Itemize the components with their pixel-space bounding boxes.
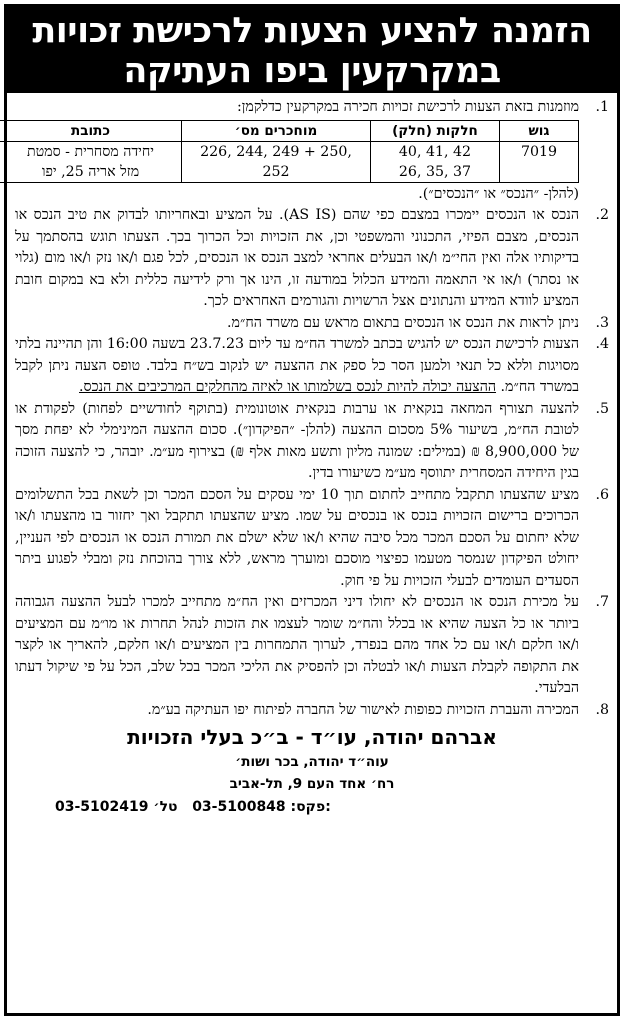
leased-line-2: 252 [262, 163, 290, 180]
parcels-line-1: 40, 41, 42 [398, 143, 472, 160]
cell-parcels [371, 141, 500, 182]
notice-page [4, 4, 620, 1016]
table-header-row [0, 120, 579, 141]
clause-number: 1. [595, 99, 609, 115]
clause-number: 6. [595, 486, 609, 503]
header-parcels: חלקות (חלק) [371, 120, 500, 141]
clause-text [15, 334, 579, 399]
address-line-2: מזל אריה 25, יפו [41, 163, 140, 180]
clause-1 [15, 97, 609, 205]
clause-text: מוזמנות בזאת הצעות לרכישת זכויות חכירה במקרקעין כדלקמן: [237, 99, 579, 115]
notice-body [7, 93, 617, 819]
law-office: עוה״ד יהודה, בכר ושות׳ [235, 754, 389, 770]
header-gush: גוש [500, 120, 579, 141]
clause-8 [15, 700, 609, 722]
clause-number: 2. [595, 207, 609, 223]
table-note: (להלן- ״הנכס״ או ״הנכסים״). [418, 185, 579, 202]
clause-text: להצעה תצורף המחאה בנקאית או ערבות בנקאית אוטונומית (בתוקף לחודשיים לפחות) לפקודת או לטובת הח״מ, בשיעור 5% מסכום ההצעה (להלן- ״הפיקדון״). סכום ההצעה המינימלי לא יפחת מסך של 8,900,000 ₪ (במילים: שמונה מליון ותשע מאות אלף ₪) בצירוף מע״מ. יובהר, כי להצעה הזוכה בגין היחידה המסחרית יתווסף מע״מ כשיעורו בדין. [15, 400, 580, 481]
clause-text: ניתן לראות את הנכס או הנכסים בתאום מראש עם משרד הח״מ. [227, 314, 579, 331]
cell-address [0, 141, 182, 182]
phone-label: טל׳: [153, 799, 331, 815]
office-address: רח׳ אחד העם 9, תל-אביב [229, 776, 395, 792]
clause-number: 7. [595, 594, 609, 610]
signer-name: אברהם יהודה, עו״ד - ב״כ בעלי הזכויות [127, 725, 497, 749]
leased-line-1: 226, 244, 249 + 250, [200, 143, 352, 160]
clause-7 [15, 592, 609, 700]
title-line-2: במקרקעין ביפו העתיקה [123, 51, 501, 91]
table-row [0, 141, 579, 182]
clause-5 [15, 399, 609, 485]
clause-2 [15, 205, 609, 313]
parcels-line-2: 26, 35, 37 [398, 163, 472, 180]
signature-block [15, 723, 609, 819]
fax-label: פקס: [290, 799, 326, 815]
clause-4-text: הצעות לרכישת הנכס יש להגיש בכתב למשרד הח״מ עד ליום 23.7.23 בשעה 16:00 והן תהיינה בלתי מסויגות וללא כל תנאי ולמען הסר כל ספק את ההצעה יש לנקוב בש״ח בלבד. טופס הצעה ניתן לקבל במשרד הח״מ. [15, 336, 580, 395]
header-leased: מוחכרים מס׳ [182, 120, 371, 141]
clause-number: 4. [595, 336, 609, 352]
title-line-1: הזמנה להציע הצעות לרכישת זכויות [32, 11, 592, 51]
clause-text: מציע שהצעתו תתקבל מתחייב לחתום תוך 10 ימי עסקים על הסכם המכר וכן לשאת בכל התשלומים הכרוכים ברישום הזכויות בנכס או בנכסים על שמו. מציע שהצעתו תתקבל ואך יחזור בו מהצעתו ו/או שלא יחתום על הסכם המכר מכל סיבה שהיא ו/או שלא ישלם את תמורת הנכס או הנכסים לפי העניין, יחולט הפיקדון שנמסר מטעמו כפיצוי מוסכם ומוערך מראש, ללא צורך בהוכחת נזק ומבלי לפגוע ביתר הסעדים העומדים לבעלי הזכויות על פי חוק. [15, 486, 579, 589]
phone-number: 03-5102419 [55, 799, 149, 815]
address-line-1: יחידה מסחרית - סמטת [26, 143, 155, 160]
plots-table [0, 120, 579, 183]
clause-text: על מכירת הנכס או הנכסים לא יחולו דיני המכרזים ואין הח״מ מתחייב למכרו לבעל ההצעה הגבוהה ביותר או כל הצעה שהיא או בכלל והח״מ שומר לעצמו את הזכות לנהל תחרות או מו״מ עם המציעים ו/או חלקם ו/או עם כל אחד מהם בנפרד, לערוך התמחרות בין המציעים ו/או חלקם, להאריך או לקצר את התקופה לקבלת הצעות ו/או לבטלה וכן להפסיק את הליכי המכר בכל שלב, הכל על פי שיקול דעתו הבלעדי. [15, 594, 579, 696]
clause-number: 8. [595, 701, 609, 718]
header-address: כתובת [0, 120, 182, 141]
clause-number: 3. [595, 314, 609, 331]
cell-gush: 7019 [500, 141, 579, 182]
clause-3 [15, 313, 609, 335]
clause-number: 5. [595, 400, 609, 417]
clause-text: המכירה והעברת הזכויות כפופות לאישור של החברה לפיתוח יפו העתיקה בע״מ. [147, 701, 579, 718]
clause-4 [15, 334, 609, 399]
cell-leased [182, 141, 371, 182]
clause-text: הנכס או הנכסים יימכרו במצבם כפי שהם (AS IS). על המציע ובאחריותו לבדוק את טיב הנכס או הנכסים, מצבם הפיזי, התכנוני והמשפטי וכן, את הזכויות וכל הכרוך בכך. הצעתו תוגש בהסתמך על בדיקותיו אלה ואין החי״מ ו/או הבעלים אחראי למצב הנכס או הנכסים, לכל פגם ו/או נזק ו/או מום (גלוי או נסתר) ו/או אי התאמה והמידע הכלול במודעה זו, הינו אך ורק לידיעה כללית ולא בא במקום חובת המציע לוודא המידע והנתונים אצל הרשויות והגורמים האחראים לכך. [15, 207, 579, 309]
clause-6 [15, 485, 609, 593]
clause-4-underlined-text: ההצעה יכולה להיות לנכס בשלמותו או לאיזה מהחלקים המרכיבים את הנכס. [79, 379, 497, 395]
contact-line [15, 795, 609, 819]
notice-header [7, 7, 617, 93]
fax-number: 03-5100848 [192, 799, 286, 815]
